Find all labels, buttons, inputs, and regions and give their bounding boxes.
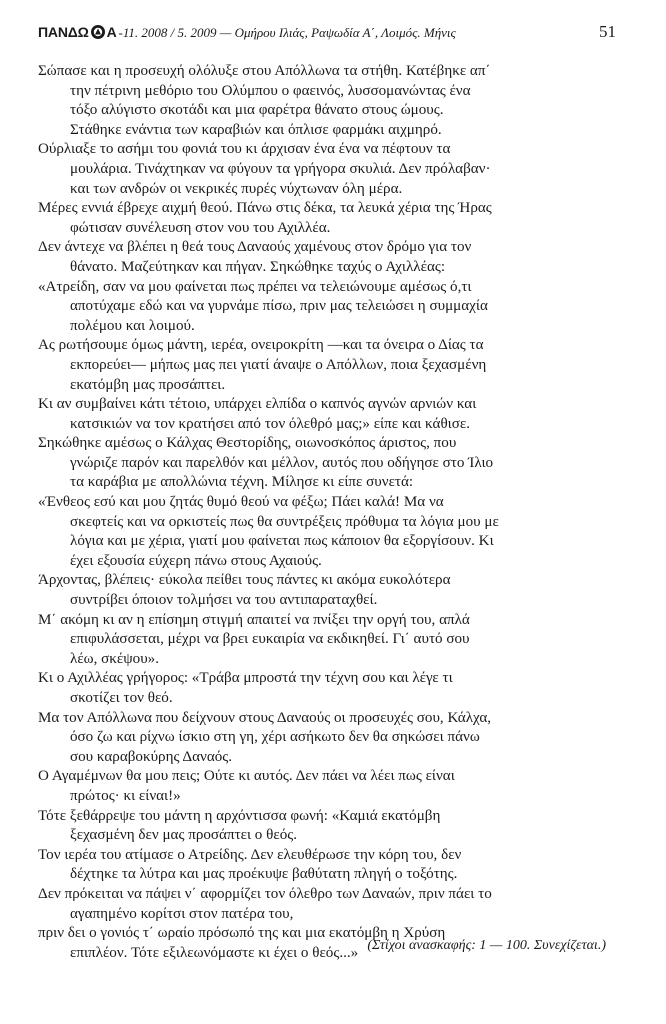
verse-line: Σώπασε και η προσευχή ολόλυξε στου Απόλλωνα τα στήθη. Κατέβηκε απ΄ — [38, 63, 491, 79]
verse-line: πρώτος· κι είναι!» — [70, 787, 181, 804]
verse-line: ξεχασμένη δεν μας προσάπτει ο θεός. — [70, 827, 297, 844]
stanza — [38, 885, 598, 924]
verse-line: σκοτίζει τον θεό. — [70, 690, 173, 706]
page-header — [38, 22, 616, 46]
stanza — [38, 62, 598, 140]
verse-line: Μέρες εννιά έβρεχε αιχμή θεού. Πάνω στις δέκα, τα λευκά χέρια της Ήρας — [38, 200, 492, 217]
verse-line: λόγια και με χέρια, γιατί μου φαίνεται πως κάποιον θα εξοργίσουν. Κι — [70, 533, 494, 550]
verse-line: Στάθηκε ενάντια των καραβιών και όπλισε φαρμάκι αιχμηρό. — [70, 121, 442, 138]
verse-line: και των ανδρών οι νεκρικές πυρές νύχτωναν όλη μέρα. — [70, 180, 403, 197]
verse-line: Ας ρωτήσουμε όμως μάντη, ιερέα, ονειροκρίτη —και τα όνειρα ο Δίας τα — [38, 337, 484, 354]
stanza — [38, 611, 598, 670]
verse-line: Δεν πρόκειται να πάψει ν΄ αφορμίζει τον όλεθρο των Δαναών, πριν πάει το — [38, 885, 492, 902]
stanza — [38, 709, 598, 768]
verse-line: Ο Αγαμέμνων θα μου πεις; Ούτε κι αυτός. Δεν πάει να λέει πως είναι — [38, 768, 455, 785]
stanza — [38, 669, 598, 708]
logo-emblem-icon — [90, 24, 106, 40]
verse-line: μουλάρια. Τινάχτηκαν να φύγουν τα γρήγορα σκυλιά. Δεν πρόλαβαν· — [70, 160, 491, 177]
verse-line: Τότε ξεθάρρεψε του μάντη η αρχόντισσα φωνή: «Καμιά εκατόμβη — [38, 807, 441, 824]
running-head: -11. 2008 / 5. 2009 — Ομήρου Ιλιάς, Ραψωδία Α΄, Λοιμός. Μήνις — [118, 25, 456, 40]
stanza — [38, 571, 598, 610]
stanza — [38, 140, 598, 199]
verse-line: Ούρλιαξε το ασήμι του φονιά του κι άρχισαν ένα ένα να πέφτουν τα — [38, 141, 451, 158]
verse-line: τόξο αλύγιστο σκοτάδι και μια φαρέτρα θάνατο στους ώμους. — [70, 102, 444, 119]
verse-line: δέχτηκε τα λύτρα και μας προέκυψε βαθύτατη πληγή ο τοξότης. — [70, 866, 458, 883]
logo-text-right: Α — [106, 24, 117, 40]
verse-line: Σηκώθηκε αμέσως ο Κάλχας Θεστορίδης, οιωνοσκόπος άριστος, που — [38, 435, 457, 452]
verse-line: Δεν άντεχε να βλέπει η θεά τους Δαναούς χαμένους στον δρόμο για τον — [38, 239, 472, 256]
poem-body — [38, 62, 598, 963]
verse-line: έχει εξουσία εύχερη πάνω στους Αχαιούς. — [70, 552, 322, 569]
verse-line: σου καραβοκύρης Δαναός. — [70, 748, 233, 765]
footer-note: (Στίχοι ανασκαφής: 1 — 100. Συνεχίζεται.) — [367, 938, 606, 953]
verse-line: αποτύχαμε εδώ και να γυρνάμε πίσω, πριν μας τελειώσει η συμμαχία — [70, 298, 488, 315]
stanza — [38, 767, 598, 806]
verse-line: επιπλέον. Τότε εξιλεωνόμαστε κι έχει ο θεός...» — [70, 944, 359, 961]
verse-line: την πέτρινη μεθόριο του Ολύμπου ο φαεινός, λυσσομανώντας ένα — [70, 82, 471, 99]
logo-text-left: ΠΑΝΔΩ — [38, 24, 89, 40]
verse-line: κατσικιών να τον κρατήσει από τον όλεθρό μας;» είπε και κάθισε. — [70, 415, 470, 432]
stanza — [38, 199, 598, 238]
verse-line: Κι αν συμβαίνει κάτι τέτοιο, υπάρχει ελπίδα ο καπνός αγνών αρνιών και — [38, 396, 477, 413]
verse-line: συντρίβει όποιον τολμήσει να του αντιπαραταχθεί. — [70, 592, 378, 609]
verse-line: πριν δει ο γονιός τ΄ ωραίο πρόσωπό της και μια εκατόμβη η Χρύση — [38, 925, 446, 942]
stanza — [38, 278, 598, 337]
stanza — [38, 395, 598, 434]
verse-line: επιφυλάσσεται, μέχρι να βρει ευκαιρία να εκδικηθεί. Γι΄ αυτό σου — [70, 631, 470, 648]
verse-line: εκπορεύει— μήπως μας πει γιατί άναψε ο Απόλλων, ποια ξεχασμένη — [70, 356, 487, 373]
verse-line: Τον ιερέα του ατίμασε ο Ατρείδης. Δεν ελευθέρωσε την κόρη του, δεν — [38, 846, 462, 863]
verse-line: «Ένθεος εσύ και μου ζητάς θυμό θεού να φέξω; Πάει καλά! Μα να — [38, 494, 444, 511]
verse-line: σκεφτείς και να ορκιστείς πως θα συντρέξεις πρόθυμα τα λόγια μου με — [70, 513, 499, 530]
verse-line: «Ατρείδη, σαν να μου φαίνεται πως πρέπει να τελειώνουμε αμέσως ό,τι — [38, 278, 472, 295]
verse-line: τα καράβια με απολλώνια τέχνη. Μίλησε κι είπε συνετά: — [70, 474, 414, 491]
stanza — [38, 434, 598, 493]
verse-line: φώτισαν συνέλευση στον νου του Αχιλλέα. — [70, 219, 331, 236]
stanza — [38, 238, 598, 277]
verse-line: όσο ζω και ρίχνω ίσκιο στη γη, χέρι ασήκωτο δεν θα σηκώσει πάνω — [70, 729, 480, 746]
page-number: 51 — [599, 22, 616, 41]
journal-logo — [38, 24, 117, 40]
verse-line: γνώριζε παρόν και παρελθόν και μέλλον, αυτός που οδήγησε στο Ίλιο — [70, 454, 494, 471]
verse-line: Μ΄ ακόμη κι αν η επίσημη στιγμή απαιτεί να πνίξει την οργή του, απλά — [38, 611, 470, 628]
stanza — [38, 336, 598, 395]
stanza — [38, 807, 598, 846]
verse-line: Κι ο Αχιλλέας γρήγορος: «Τράβα μπροστά την τέχνη σου και λέγε τι — [38, 670, 453, 687]
verse-line: πολέμου και λοιμού. — [70, 317, 195, 334]
verse-line: Άρχοντας, βλέπεις· εύκολα πείθει τους πάντες κι ακόμα ευκολότερα — [38, 572, 451, 589]
verse-line: εκατόμβη μας προσάπτει. — [70, 376, 226, 393]
stanza — [38, 493, 598, 571]
verse-line: λέω, σκέψου». — [70, 650, 160, 667]
verse-line: αγαπημένο κορίτσι στον πατέρα του, — [70, 905, 294, 922]
verse-line: θάνατο. Μαζεύτηκαν και πήγαν. Σηκώθηκε ταχύς ο Αχιλλέας: — [70, 258, 446, 275]
stanza — [38, 846, 598, 885]
verse-line: Μα τον Απόλλωνα που δείχνουν στους Δαναούς οι προσευχές σου, Κάλχα, — [38, 709, 492, 726]
